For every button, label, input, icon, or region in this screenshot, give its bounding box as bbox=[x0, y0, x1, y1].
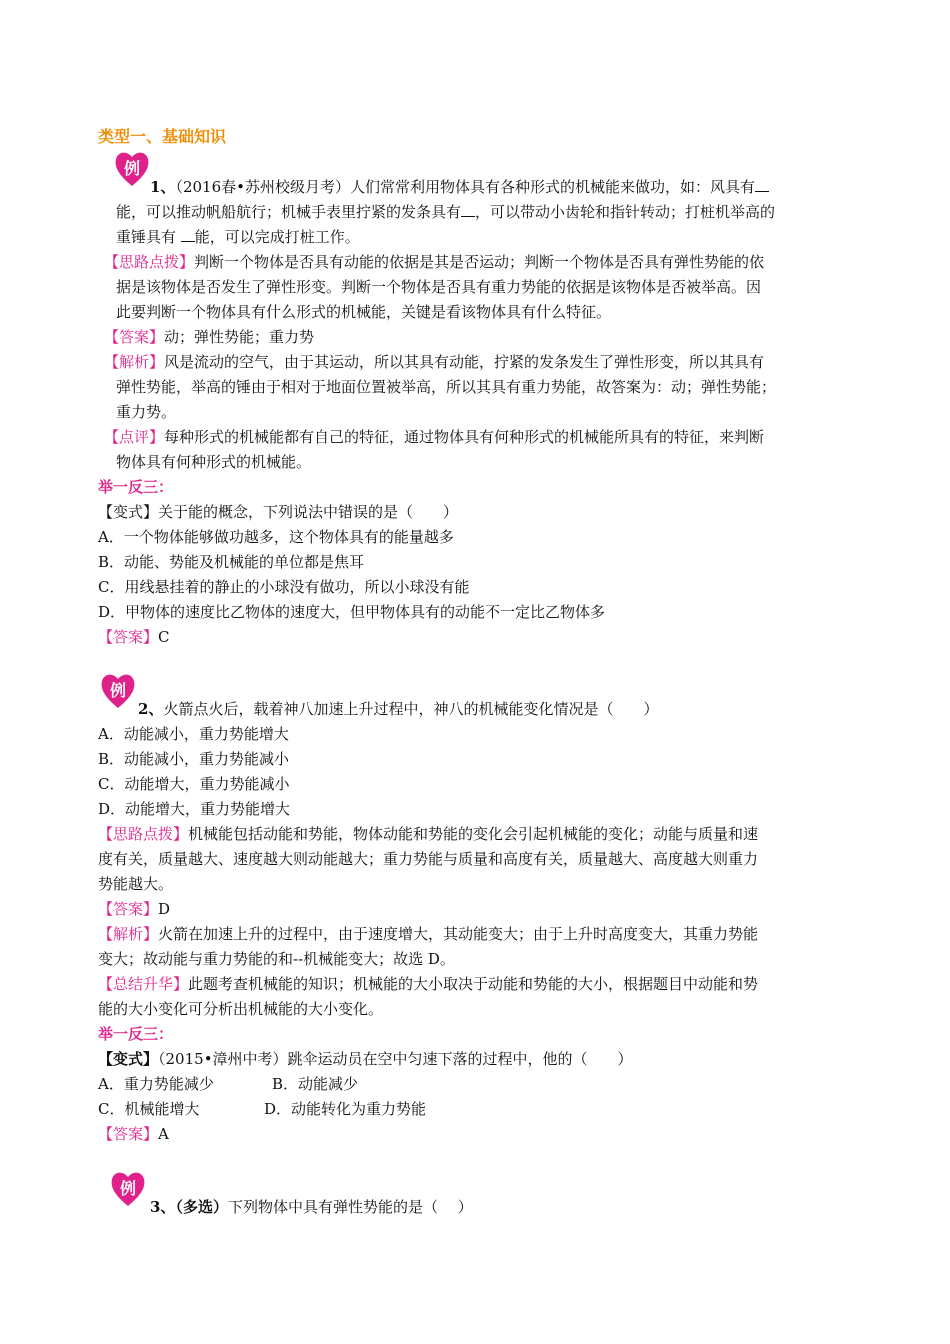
answer-text: A bbox=[158, 1125, 169, 1143]
q3-question bbox=[150, 1197, 473, 1217]
review-text: 每种形式的机械能都有自己的特征，通过物体具有何种形式的机械能所具有的特征，来判断 bbox=[164, 428, 765, 446]
hint-tag: 【思路点拨】 bbox=[104, 253, 195, 271]
q1-number: 1、 bbox=[150, 178, 176, 196]
q1-hint-line1 bbox=[104, 252, 764, 272]
q1-answer bbox=[104, 327, 314, 347]
variant1-question bbox=[98, 502, 458, 522]
q1-text-5: 能，可以完成打桩工作。 bbox=[194, 228, 360, 246]
badge-char: 例 bbox=[119, 1179, 137, 1198]
q1-exp-line1 bbox=[104, 352, 764, 372]
variant2-title: 举一反三： bbox=[98, 1025, 174, 1043]
blank-1 bbox=[755, 177, 769, 192]
answer-tag: 【答案】 bbox=[104, 328, 165, 346]
variant2-option-d: D．动能转化为重力势能 bbox=[264, 1100, 427, 1118]
q1-review-line2: 物体具有何种形式的机械能。 bbox=[116, 453, 312, 471]
explanation-text: 火箭在加速上升的过程中，由于速度增大，其动能变大；由于上升时高度变大，其重力势能 bbox=[158, 925, 759, 943]
q2-exp-line2: 变大；故动能与重力势能的和--机械能变大；故选 D。 bbox=[98, 950, 455, 968]
q1-text-4: 重锤具有 bbox=[116, 228, 181, 246]
variant1-answer bbox=[98, 627, 170, 647]
summary-tag: 【总结升华】 bbox=[98, 975, 189, 993]
variant-label: 【变式】 bbox=[98, 503, 159, 521]
variant1-option-c: C．用线悬挂着的静止的小球没有做功，所以小球没有能 bbox=[98, 578, 470, 596]
explanation-text: 风是流动的空气，由于其运动，所以其具有动能，拧紧的发条发生了弹性形变，所以其具有 bbox=[164, 353, 765, 371]
q2-answer bbox=[98, 899, 170, 919]
q1-review-line1 bbox=[104, 427, 764, 447]
summary-text: 此题考查机械能的知识；机械能的大小取决于动能和势能的大小，根据题目中动能和势 bbox=[188, 975, 759, 993]
q2-option-b: B．动能减小，重力势能减小 bbox=[98, 750, 290, 768]
q2-summary-line2: 能的大小变化可分析出机械能的大小变化。 bbox=[98, 1000, 384, 1018]
answer-tag: 【答案】 bbox=[98, 1125, 159, 1143]
variant2-answer bbox=[98, 1124, 169, 1144]
q1-text-2: 能，可以推动帆船航行；机械手表里拧紧的发条具有 bbox=[116, 203, 462, 221]
variant-text: 关于能的概念，下列说法中错误的是（ ） bbox=[158, 503, 459, 521]
q2-option-d: D．动能增大，重力势能增大 bbox=[98, 800, 291, 818]
variant2-question bbox=[98, 1049, 633, 1069]
blank-3 bbox=[181, 227, 195, 242]
variant1-option-b: B．动能、势能及机械能的单位都是焦耳 bbox=[98, 553, 365, 571]
variant2-option-a: A．重力势能减少 bbox=[98, 1075, 214, 1093]
hint-text: 机械能包括动能和势能，物体动能和势能的变化会引起机械能的变化；动能与质量和速 bbox=[188, 825, 759, 843]
hint-text: 判断一个物体是否具有动能的依据是其是否运动；判断一个物体是否具有弹性势能的依 bbox=[194, 253, 765, 271]
q2-hint-line1 bbox=[98, 824, 758, 844]
q1-exp-line3: 重力势。 bbox=[116, 403, 177, 421]
variant-label: 【变式】 bbox=[98, 1050, 159, 1068]
section-title: 类型一、基础知识 bbox=[98, 127, 227, 146]
q2-text: 火箭点火后，载着神八加速上升过程中，神八的机械能变化情况是（ ） bbox=[163, 700, 659, 718]
variant-text: （2015•漳州中考）跳伞运动员在空中匀速下落的过程中，他的（ ） bbox=[158, 1050, 633, 1068]
answer-text: C bbox=[158, 628, 170, 646]
q2-hint-line2: 度有关，质量越大、速度越大则动能越大；重力势能与质量和高度有关，质量越大、高度越大则重力 bbox=[98, 850, 759, 868]
q2-question bbox=[138, 699, 658, 719]
q1-text-3: ，可以带动小齿轮和指针转动；打桩机举高的 bbox=[475, 203, 776, 221]
variant1-title: 举一反三： bbox=[98, 478, 174, 496]
variant2-option-b: B．动能减少 bbox=[272, 1075, 359, 1093]
example-badge-icon bbox=[112, 148, 152, 188]
q1-hint-line2: 据是该物体是否发生了弹性形变。判断一个物体是否具有重力势能的依据是该物体是否被举高。因 bbox=[116, 278, 762, 296]
q3-number: 3、 bbox=[150, 1198, 176, 1216]
q1-text-1: （2016春•苏州校级月考）人们常常利用物体具有各种形式的机械能来做功，如：风具有 bbox=[175, 178, 755, 196]
answer-text: D bbox=[158, 900, 171, 918]
q2-option-c: C．动能增大，重力势能减小 bbox=[98, 775, 290, 793]
q2-exp-line1 bbox=[98, 924, 758, 944]
variant1-option-d: D．甲物体的速度比乙物体的速度大，但甲物体具有的动能不一定比乙物体多 bbox=[98, 603, 606, 621]
q3-text: 下列物体中具有弹性势能的是（ ） bbox=[227, 1198, 473, 1216]
explanation-tag: 【解析】 bbox=[98, 925, 159, 943]
q1-line3 bbox=[116, 227, 360, 247]
q2-number: 2、 bbox=[138, 700, 164, 718]
review-tag: 【点评】 bbox=[104, 428, 165, 446]
q1-hint-line3: 此要判断一个物体具有什么形式的机械能，关键是看该物体具有什么特征。 bbox=[116, 303, 612, 321]
example-badge-icon bbox=[108, 1168, 148, 1208]
variant2-option-c: C．机械能增大 bbox=[98, 1100, 200, 1118]
q3-multi-tag: （多选） bbox=[175, 1198, 228, 1216]
q2-summary-line1 bbox=[98, 974, 758, 994]
q1-exp-line2: 弹性势能，举高的锤由于相对于地面位置被举高，所以其具有重力势能，故答案为：动；弹性势能； bbox=[116, 378, 777, 396]
variant1-option-a: A．一个物体能够做功越多，这个物体具有的能量越多 bbox=[98, 528, 454, 546]
badge-char: 例 bbox=[109, 681, 127, 700]
q2-hint-line3: 势能越大。 bbox=[98, 875, 174, 893]
badge-char: 例 bbox=[123, 159, 141, 178]
q1-line1 bbox=[150, 177, 769, 197]
answer-tag: 【答案】 bbox=[98, 900, 159, 918]
example-badge-icon bbox=[98, 670, 138, 710]
q1-line2 bbox=[116, 202, 775, 222]
explanation-tag: 【解析】 bbox=[104, 353, 165, 371]
hint-tag: 【思路点拨】 bbox=[98, 825, 189, 843]
answer-text: 动；弹性势能；重力势 bbox=[164, 328, 315, 346]
q2-option-a: A．动能减小，重力势能增大 bbox=[98, 725, 289, 743]
answer-tag: 【答案】 bbox=[98, 628, 159, 646]
blank-2 bbox=[461, 202, 475, 217]
